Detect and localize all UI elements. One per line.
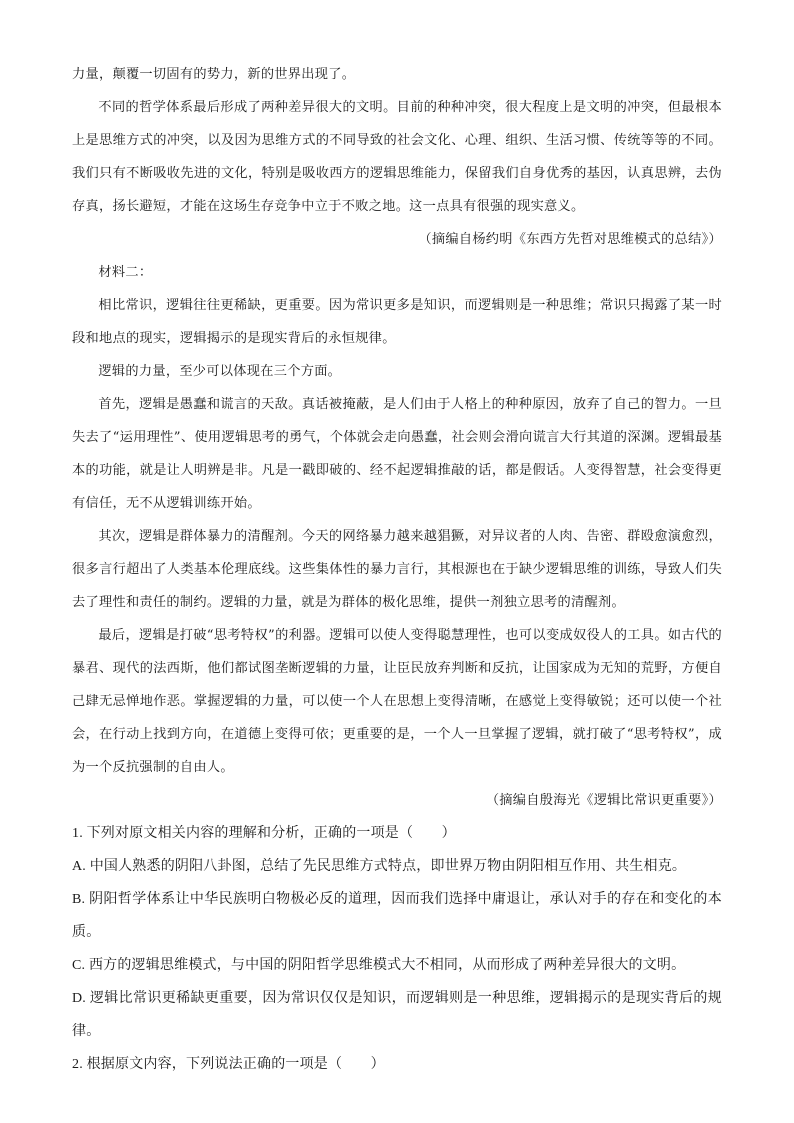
option-d: D. 逻辑比常识更稀缺更重要，因为常识仅仅是知识，而逻辑则是一种思维，逻辑揭示的是现实背后的规律。 [72, 991, 722, 1039]
paragraph: 力量，颠覆一切固有的势力，新的世界出现了。 [72, 67, 356, 82]
source-citation: （摘编自殷海光《逻辑比常识更重要》） [485, 793, 722, 808]
paragraph: 相比常识，逻辑往往更稀缺，更重要。因为常识更多是知识，而逻辑则是一种思维；常识只揭露了某一时段和地点的现实，逻辑揭示的是现实背后的永恒规律。 [72, 298, 722, 346]
paragraph: 首先，逻辑是愚蠢和谎言的天敌。真话被掩蔽，是人们由于人格上的种种原因，放弃了自己的智力。一旦失去了“运用理性”、使用逻辑思考的勇气，个体就会走向愚蠢，社会则会滑向谎言大行其道的深渊。逻辑最基本的功能，就是让人明辨是非。凡是一戳即破的、经不起逻辑推敲的话，都是假话。人变得智慧，社会变得更有信任，无不从逻辑训练开始。 [72, 397, 722, 511]
material-two [72, 256, 722, 817]
paragraph: 不同的哲学体系最后形成了两种差异很大的文明。目前的种种冲突，很大程度上是文明的冲突，但最根本上是思维方式的冲突，以及因为思维方式的不同导致的社会文化、心理、组织、生活习惯、传统等等的不同。我们只有不断吸收先进的文化，特别是吸收西方的逻辑思维能力，保留我们自身优秀的基因，认真思辨，去伪存真，扬长避短，才能在这场生存竞争中立于不败之地。这一点具有很强的现实意义。 [72, 100, 722, 214]
paragraph: 逻辑的力量，至少可以体现在三个方面。 [98, 364, 342, 379]
source-citation: （摘编自杨约明《东西方先哲对思维模式的总结》） [418, 232, 722, 247]
paragraph: 最后，逻辑是打破“思考特权”的利器。逻辑可以使人变得聪慧理性，也可以变成奴役人的工具。如古代的暴君、现代的法西斯，他们都试图垄断逻辑的力量，让臣民放弃判断和反抗，让国家成为无知的荒野，方便自己肆无忌惮地作恶。掌握逻辑的力量，可以使一个人在思想上变得清晰，在感觉上变得敏锐；还可以使一个社会，在行动上找到方向，在道德上变得可依；更重要的是，一个人一旦掌握了逻辑，就打破了“思考特权”，成为一个反抗强制的自由人。 [72, 628, 722, 775]
option-a: A. 中国人熟悉的阴阳八卦图，总结了先民思维方式特点，即世界万物由阴阳相互作用、共生相克。 [72, 859, 687, 874]
material-one-tail [72, 58, 722, 256]
option-c: C. 西方的逻辑思维模式，与中国的阴阳哲学思维模式大不相同，从而形成了两种差异很大的文明。 [72, 958, 686, 973]
question-stem: 2. 根据原文内容，下列说法正确的一项是（ ） [72, 1057, 385, 1072]
paragraph: 其次，逻辑是群体暴力的清醒剂。今天的网络暴力越来越猖獗，对异议者的人肉、告密、群殴愈演愈烈，很多言行超出了人类基本伦理底线。这些集体性的暴力言行，其根源也在于缺少逻辑思维的训练，导致人们失去了理性和责任的制约。逻辑的力量，就是为群体的极化思维，提供一剂独立思考的清醒剂。 [72, 529, 722, 610]
question-stem: 1. 下列对原文相关内容的理解和分析，正确的一项是（ ） [72, 826, 456, 841]
question-one [72, 817, 722, 1048]
document-page [72, 58, 722, 1081]
question-two [72, 1048, 722, 1081]
option-b: B. 阴阳哲学体系让中华民族明白物极必反的道理，因而我们选择中庸退让，承认对手的存在和变化的本质。 [72, 892, 722, 940]
material-heading: 材料二： [98, 265, 153, 280]
